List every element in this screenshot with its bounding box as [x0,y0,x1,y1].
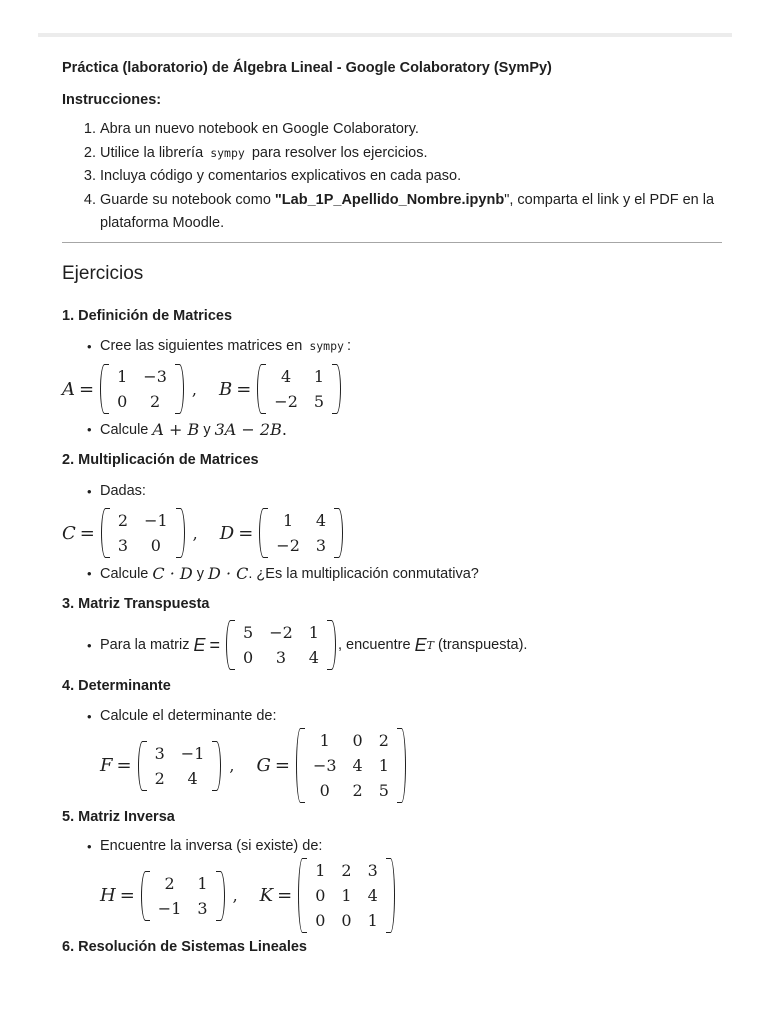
matrix-cell: 1 [378,756,389,775]
matrix-cell: 2 [378,731,389,750]
section-title: Ejercicios [62,263,144,284]
ex3-bullet: • Para la matriz E = 5 −2 1 0 3 4 , encuentre E T (transpuesta). [100,620,527,670]
instructions-heading: Instrucciones: [62,92,162,108]
matrix-b [257,364,341,414]
ex5-heading: 5. Matriz Inversa [62,809,175,825]
ex4-matrices: F = 3 −1 2 4 , G = 1 0 2 −3 4 1 0 2 5 [100,728,408,803]
matrix-cell: 5 [243,623,254,642]
matrix-cell: 5 [313,392,325,411]
matrix-cell: 4 [308,648,319,667]
matrix-cell: 2 [154,768,165,788]
ex6-heading: 6. Resolución de Sistemas Lineales [62,939,307,955]
matrix-cell: −3 [143,367,167,386]
instructions-list [62,118,730,236]
matrix-cell: 1 [341,886,352,905]
matrix-cell: 1 [367,911,378,930]
matrix-cell: 0 [319,781,330,800]
matrix-cell: −2 [274,392,298,411]
matrix-cell: 3 [154,743,165,763]
matrix-h [141,871,225,921]
instruction-step-4: 4. Guarde su notebook como "Lab_1P_Apellido_Nombre.ipynb", comparta el link y el PDF en la plataforma Moodle. [100,189,730,236]
ex5-bullet: • Encuentre la inversa (si existe) de: [100,838,322,854]
matrix-a [100,364,184,414]
matrix-cell: 2 [341,861,352,880]
matrix-cell: 0 [117,392,128,411]
matrix-cell: −1 [157,898,182,918]
matrix-cell: 4 [352,756,363,775]
matrix-cell: 2 [352,781,363,800]
matrix-cell: 2 [117,511,129,530]
matrix-cell: 1 [117,367,128,386]
ex4-bullet: • Calcule el determinante de: [100,708,277,724]
matrix-cell: 0 [315,886,326,905]
ex2-bullet: • Dadas: [100,483,146,499]
section-divider [62,242,722,243]
instruction-step-1: 1. Abra un nuevo notebook en Google Colaboratory. [100,118,730,142]
matrix-f [138,741,222,791]
matrix-cell: 0 [315,911,326,930]
matrix-cell: 0 [341,911,352,930]
instruction-step-3: 3. Incluya código y comentarios explicativos en cada paso. [100,165,730,189]
matrix-cell: 4 [315,511,327,530]
code-sympy: sympy [210,145,245,160]
matrix-cell: 0 [150,536,161,555]
matrix-d [259,508,343,558]
top-divider [38,33,732,37]
matrix-g [296,728,406,803]
matrix-cell: −1 [180,743,205,763]
ex2-heading: 2. Multiplicación de Matrices [62,452,259,468]
ex1-calc-bullet: • Calcule A + B y 3A − 2B . [100,420,287,439]
matrix-c [101,508,185,558]
matrix-cell: 3 [275,648,287,667]
matrix-cell: −2 [276,536,300,555]
matrix-cell: 1 [197,873,208,893]
matrix-cell: 3 [117,536,129,555]
matrix-e [226,620,336,670]
matrix-cell: 1 [308,623,319,642]
matrix-cell: 2 [164,873,175,893]
matrix-cell: 3 [315,536,327,555]
matrix-cell: −2 [269,623,293,642]
ex2-matrices: C = 2 −1 3 0 , D = 1 4 −2 3 [62,508,345,558]
matrix-cell: −1 [144,511,168,530]
matrix-cell: 1 [315,861,326,880]
matrix-cell: 4 [187,768,198,788]
ex2-calc-bullet: • Calcule C · D y D · C . ¿Es la multiplicación conmutativa? [100,564,479,583]
matrix-cell: 2 [149,392,161,411]
instruction-step-2: 2. Utilice la librería sympy para resolver los ejercicios. [100,142,730,166]
matrix-cell: 1 [319,731,330,750]
matrix-cell: 4 [367,886,378,905]
matrix-cell: 0 [243,648,254,667]
matrix-cell: 1 [313,367,325,386]
matrix-cell: 0 [352,731,363,750]
notebook-filename: Lab_1P_Apellido_Nombre.ipynb [281,191,505,208]
ex1-matrices: A = 1 −3 0 2 , B = 4 1 −2 5 [62,364,343,414]
document-title: Práctica (laboratorio) de Álgebra Lineal - Google Colaboratory (SymPy) [62,60,552,76]
ex1-heading: 1. Definición de Matrices [62,308,233,324]
ex3-heading: 3. Matriz Transpuesta [62,596,210,612]
matrix-cell: 4 [281,367,292,386]
ex1-bullet: • Cree las siguientes matrices en sympy : [100,338,351,354]
matrix-cell: 3 [367,861,378,880]
matrix-cell: 5 [378,781,389,800]
matrix-cell: −3 [312,756,337,775]
ex4-heading: 4. Determinante [62,678,171,694]
matrix-cell: 1 [282,511,294,530]
matrix-k [298,858,395,933]
ex5-matrices: H = 2 1 −1 3 , K = 1 2 3 0 1 4 0 0 1 [100,858,397,933]
matrix-cell: 3 [197,898,208,918]
